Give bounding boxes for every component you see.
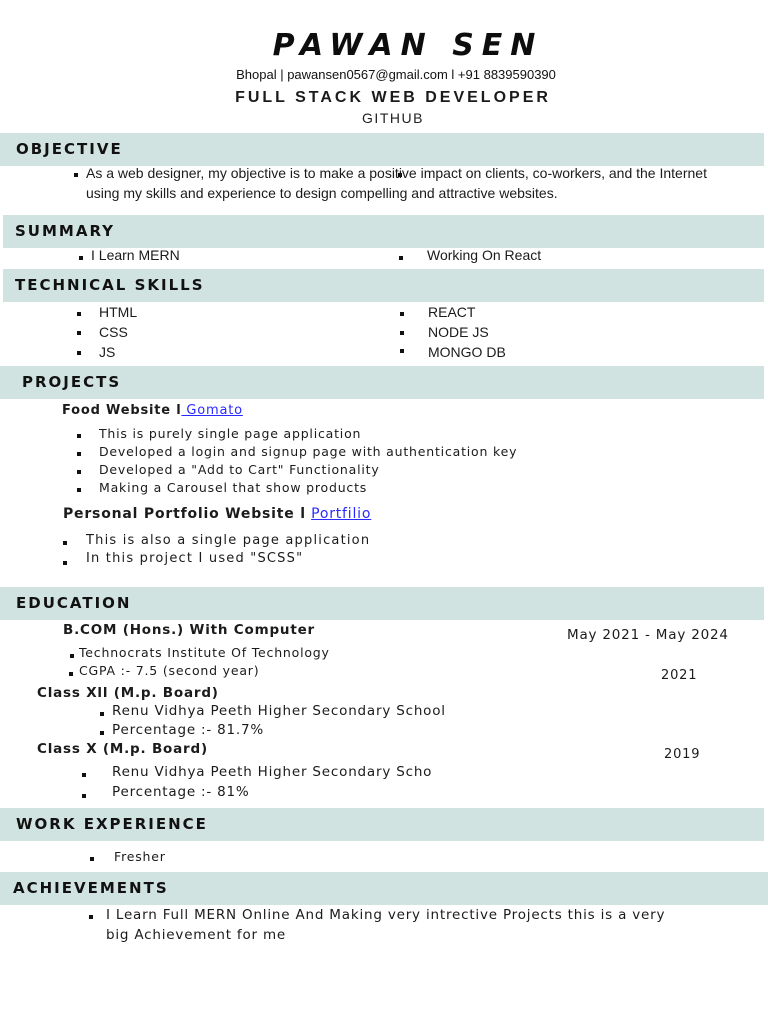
objective-line-1: As a web designer, my objective is to make a positive impact on clients, co-workers, and the Internet bbox=[86, 165, 707, 181]
job-title: FULL STACK WEB DEVELOPER bbox=[235, 89, 551, 106]
work-heading: WORK EXPERIENCE bbox=[16, 815, 208, 833]
github-link[interactable]: GITHUB bbox=[362, 110, 424, 126]
class12-point: Renu Vidhya Peeth Higher Secondary School bbox=[112, 703, 446, 719]
project-1-point: Making a Carousel that show products bbox=[99, 480, 368, 495]
project-2-title bbox=[63, 506, 371, 522]
bullet-icon bbox=[77, 488, 81, 492]
bullet-icon bbox=[77, 351, 81, 355]
bullet-icon bbox=[90, 857, 94, 861]
project-2-name: Personal Portfolio Website l bbox=[63, 506, 306, 522]
objective-line-2: using my skills and experience to design compelling and attractive websites. bbox=[86, 185, 558, 201]
degree-point: CGPA :- 7.5 (second year) bbox=[79, 663, 260, 678]
projects-band bbox=[0, 366, 764, 399]
project-1-name: Food Website l bbox=[62, 403, 182, 418]
bullet-icon bbox=[400, 349, 404, 353]
skills-heading: TECHNICAL SKILLS bbox=[15, 276, 205, 294]
skill-item: NODE JS bbox=[428, 324, 489, 340]
bullet-icon bbox=[100, 712, 104, 716]
project-1-point: This is purely single page application bbox=[99, 426, 362, 441]
class10-title: Class X (M.p. Board) bbox=[37, 741, 208, 757]
summary-item-right: Working On React bbox=[427, 247, 542, 263]
class10-year: 2019 bbox=[664, 747, 701, 762]
summary-band bbox=[3, 215, 764, 248]
skills-band bbox=[3, 269, 764, 302]
bullet-icon bbox=[77, 452, 81, 456]
education-heading: EDUCATION bbox=[16, 594, 132, 612]
class12-year: 2021 bbox=[661, 668, 698, 683]
bullet-icon bbox=[77, 470, 81, 474]
skill-item: JS bbox=[99, 344, 116, 360]
contact-line: Bhopal | pawansen0567@gmail.com l +91 8839590390 bbox=[236, 67, 556, 82]
portfolio-link[interactable]: Portfilio bbox=[311, 506, 372, 522]
bullet-icon bbox=[89, 915, 93, 919]
projects-heading: PROJECTS bbox=[22, 373, 122, 391]
bullet-icon bbox=[77, 331, 81, 335]
achievement-line-1: I Learn Full MERN Online And Making very intrective Projects this is a very bbox=[106, 907, 666, 923]
bullet-icon bbox=[79, 256, 83, 260]
education-band bbox=[0, 587, 764, 620]
bullet-icon bbox=[82, 773, 86, 777]
candidate-name: PAWAN SEN bbox=[272, 28, 544, 63]
project-2-point: In this project I used "SCSS" bbox=[86, 551, 304, 566]
skill-item: MONGO DB bbox=[428, 344, 506, 360]
skill-item: HTML bbox=[99, 304, 138, 320]
summary-item-left: I Learn MERN bbox=[91, 247, 180, 263]
bullet-icon bbox=[77, 434, 81, 438]
objective-band bbox=[0, 133, 764, 166]
summary-heading: SUMMARY bbox=[15, 222, 116, 240]
bullet-icon bbox=[74, 173, 78, 177]
skill-item: CSS bbox=[99, 324, 128, 340]
project-1-point: Developed a "Add to Cart" Functionality bbox=[99, 462, 380, 477]
skill-item: REACT bbox=[428, 304, 476, 320]
bullet-icon bbox=[399, 256, 403, 260]
class12-point: Percentage :- 81.7% bbox=[112, 722, 265, 738]
class10-point: Percentage :- 81% bbox=[112, 784, 250, 800]
project-1-point: Developed a login and signup page with authentication key bbox=[99, 444, 518, 459]
project-1-title bbox=[62, 403, 243, 418]
work-band bbox=[0, 808, 764, 841]
gomato-link[interactable]: Gomato bbox=[181, 403, 243, 418]
class12-title: Class Xll (M.p. Board) bbox=[37, 685, 219, 701]
achievement-line-2: big Achievement for me bbox=[106, 927, 287, 943]
degree-point: Technocrats Institute Of Technology bbox=[79, 645, 330, 660]
bullet-icon bbox=[400, 312, 404, 316]
bullet-icon bbox=[82, 794, 86, 798]
degree-dates: May 2021 - May 2024 bbox=[567, 627, 729, 643]
project-2-point: This is also a single page application bbox=[86, 533, 371, 548]
bullet-icon bbox=[100, 731, 104, 735]
bullet-icon bbox=[63, 561, 67, 565]
objective-heading: OBJECTIVE bbox=[16, 140, 123, 158]
bullet-icon bbox=[69, 672, 73, 676]
degree-title: B.COM (Hons.) With Computer bbox=[63, 622, 315, 638]
achievements-band bbox=[0, 872, 768, 905]
work-item: Fresher bbox=[114, 849, 166, 864]
bullet-icon bbox=[63, 541, 67, 545]
bullet-icon bbox=[70, 654, 74, 658]
bullet-icon bbox=[400, 331, 404, 335]
achievements-heading: ACHIEVEMENTS bbox=[13, 879, 169, 897]
class10-point: Renu Vidhya Peeth Higher Secondary Scho bbox=[112, 764, 433, 780]
bullet-icon bbox=[77, 312, 81, 316]
